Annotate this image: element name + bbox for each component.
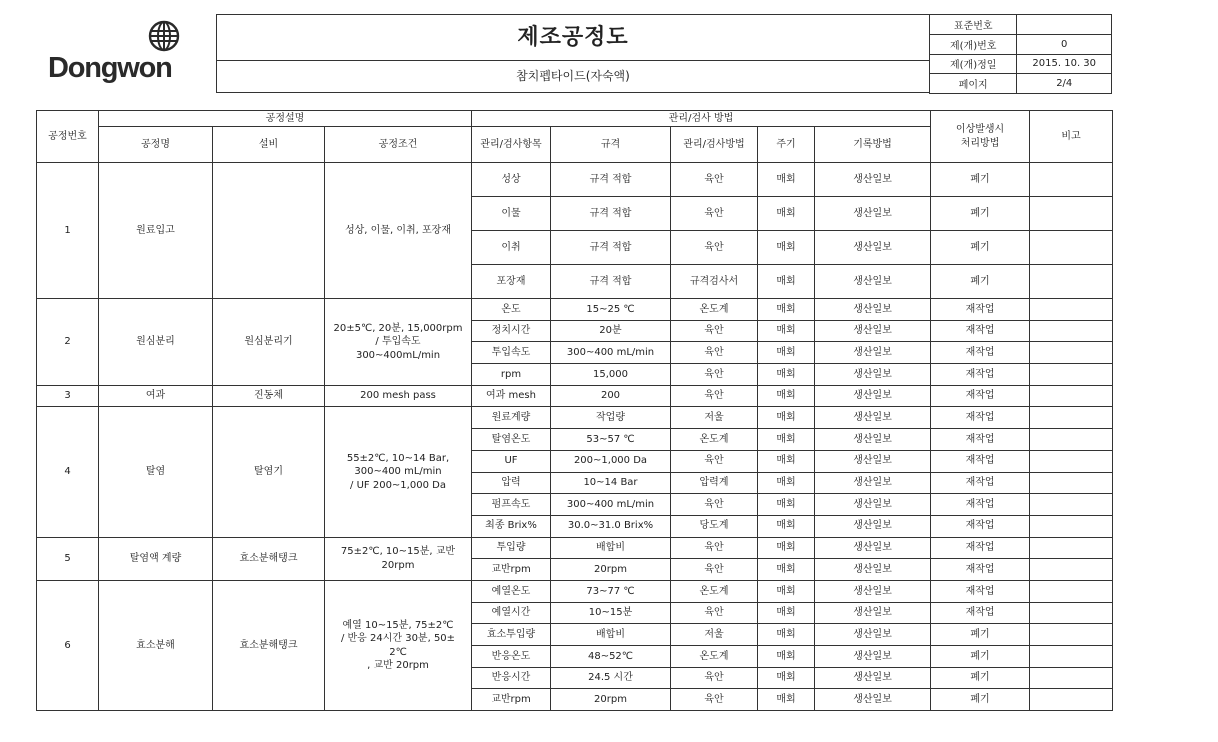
remark [1030,602,1113,624]
record-method: 생산일보 [815,667,931,689]
info-row [930,15,1112,35]
process-equipment: 탈염기 [213,407,325,537]
header-control: 관리/검사 방법 [472,111,931,127]
process-table [36,110,1113,711]
check-cycle: 매회 [758,299,815,321]
info-key: 제(개)번호 [930,34,1017,54]
remark [1030,667,1113,689]
record-method: 생산일보 [815,689,931,711]
process-equipment: 진동체 [213,385,325,407]
document-header [36,14,1112,93]
header-spec: 규격 [551,127,671,163]
check-method: 규격검사서 [671,265,758,299]
info-row [930,34,1112,54]
check-spec: 10~15분 [551,602,671,624]
globe-icon [148,20,180,52]
remark [1030,299,1113,321]
header-remark: 비고 [1030,111,1113,163]
remark [1030,472,1113,494]
check-spec: 10~14 Bar [551,472,671,494]
check-spec: 20rpm [551,559,671,581]
info-key: 제(개)정일 [930,54,1017,74]
check-item: 압력 [472,472,551,494]
process-equipment: 원심분리기 [213,299,325,386]
abnormal-action: 폐기 [931,163,1030,197]
abnormal-action: 재작업 [931,537,1030,559]
remark [1030,197,1113,231]
process-name: 원료입고 [99,163,213,299]
abnormal-action: 재작업 [931,450,1030,472]
remark [1030,342,1113,364]
abnormal-action: 재작업 [931,342,1030,364]
info-value [1017,15,1112,35]
record-method: 생산일보 [815,163,931,197]
check-cycle: 매회 [758,429,815,451]
check-spec: 20분 [551,320,671,342]
header-process-desc: 공정설명 [99,111,472,127]
abnormal-action: 폐기 [931,265,1030,299]
process-name: 원심분리 [99,299,213,386]
check-spec: 규격 적합 [551,163,671,197]
check-spec: 200 [551,385,671,407]
header-abnormal: 이상발생시 처리방법 [931,111,1030,163]
check-method: 육안 [671,559,758,581]
record-method: 생산일보 [815,265,931,299]
check-cycle: 매회 [758,515,815,537]
process-equipment: 효소분해탱크 [213,537,325,580]
record-method: 생산일보 [815,472,931,494]
header-item: 관리/검사항목 [472,127,551,163]
check-spec: 규격 적합 [551,231,671,265]
check-method: 온도계 [671,429,758,451]
check-method: 온도계 [671,299,758,321]
process-no: 4 [37,407,99,537]
process-condition: 예열 10~15분, 75±2℃ / 반응 24시간 30분, 50± 2℃ , 교반 20rpm [325,580,472,710]
check-spec: 48~52℃ [551,646,671,668]
remark [1030,320,1113,342]
check-method: 육안 [671,320,758,342]
check-spec: 규격 적합 [551,265,671,299]
check-spec: 규격 적합 [551,197,671,231]
remark [1030,364,1113,386]
check-item: 온도 [472,299,551,321]
process-no: 2 [37,299,99,386]
check-spec: 24.5 시간 [551,667,671,689]
check-item: 투입량 [472,537,551,559]
table-row [37,537,1113,559]
record-method: 생산일보 [815,231,931,265]
check-item: 탈염온도 [472,429,551,451]
check-method: 당도계 [671,515,758,537]
document-subtitle: 참치펩타이드(자숙액) [516,69,630,83]
record-method: 생산일보 [815,624,931,646]
record-method: 생산일보 [815,364,931,386]
record-method: 생산일보 [815,580,931,602]
abnormal-action: 재작업 [931,429,1030,451]
remark [1030,559,1113,581]
abnormal-action: 재작업 [931,559,1030,581]
abnormal-action: 재작업 [931,320,1030,342]
check-method: 육안 [671,602,758,624]
header-row-1 [37,111,1113,127]
check-method: 압력계 [671,472,758,494]
check-method: 육안 [671,494,758,516]
record-method: 생산일보 [815,515,931,537]
check-spec: 300~400 mL/min [551,342,671,364]
check-method: 육안 [671,231,758,265]
check-cycle: 매회 [758,667,815,689]
abnormal-action: 재작업 [931,580,1030,602]
process-condition: 55±2℃, 10~14 Bar, 300~400 mL/min / UF 200~1,000 Da [325,407,472,537]
check-cycle: 매회 [758,342,815,364]
process-no: 5 [37,537,99,580]
check-spec: 53~57 ℃ [551,429,671,451]
check-item: 예열온도 [472,580,551,602]
record-method: 생산일보 [815,385,931,407]
check-item: 이물 [472,197,551,231]
abnormal-action: 재작업 [931,299,1030,321]
record-method: 생산일보 [815,559,931,581]
remark [1030,450,1113,472]
table-row [37,385,1113,407]
abnormal-action: 폐기 [931,646,1030,668]
document-title: 제조공정도 [217,15,929,61]
header-cycle: 주기 [758,127,815,163]
check-cycle: 매회 [758,364,815,386]
process-no: 1 [37,163,99,299]
check-item: 투입속도 [472,342,551,364]
document-info-table [929,14,1112,94]
record-method: 생산일보 [815,299,931,321]
abnormal-action: 재작업 [931,602,1030,624]
abnormal-action: 폐기 [931,197,1030,231]
check-cycle: 매회 [758,320,815,342]
remark [1030,646,1113,668]
table-row [37,163,1113,197]
record-method: 생산일보 [815,450,931,472]
check-cycle: 매회 [758,385,815,407]
header-no: 공정번호 [37,111,99,163]
abnormal-action: 재작업 [931,364,1030,386]
check-item: 성상 [472,163,551,197]
check-spec: 30.0~31.0 Brix% [551,515,671,537]
header-equipment: 설비 [213,127,325,163]
check-item: rpm [472,364,551,386]
check-cycle: 매회 [758,624,815,646]
remark [1030,537,1113,559]
record-method: 생산일보 [815,429,931,451]
check-item: 반응시간 [472,667,551,689]
remark [1030,407,1113,429]
check-cycle: 매회 [758,197,815,231]
check-method: 육안 [671,364,758,386]
record-method: 생산일보 [815,494,931,516]
remark [1030,624,1113,646]
check-cycle: 매회 [758,450,815,472]
record-method: 생산일보 [815,646,931,668]
brand-name: Dongwon [48,52,172,84]
check-method: 저울 [671,407,758,429]
check-cycle: 매회 [758,163,815,197]
check-spec: 300~400 mL/min [551,494,671,516]
info-row [930,74,1112,94]
process-name: 탈염 [99,407,213,537]
abnormal-action: 재작업 [931,385,1030,407]
check-cycle: 매회 [758,602,815,624]
check-cycle: 매회 [758,265,815,299]
title-box [216,14,929,93]
remark [1030,265,1113,299]
check-spec: 배합비 [551,537,671,559]
check-method: 육안 [671,450,758,472]
check-spec: 배합비 [551,624,671,646]
check-spec: 작업량 [551,407,671,429]
check-item: UF [472,450,551,472]
process-equipment [213,163,325,299]
check-method: 육안 [671,385,758,407]
info-value: 2/4 [1017,74,1112,94]
process-no: 6 [37,580,99,710]
header-method: 관리/검사방법 [671,127,758,163]
check-item: 예열시간 [472,602,551,624]
check-spec: 15,000 [551,364,671,386]
process-no: 3 [37,385,99,407]
remark [1030,689,1113,711]
check-item: 교반rpm [472,689,551,711]
remark [1030,429,1113,451]
record-method: 생산일보 [815,537,931,559]
check-cycle: 매회 [758,472,815,494]
info-value: 0 [1017,34,1112,54]
remark [1030,231,1113,265]
check-item: 교반rpm [472,559,551,581]
check-item: 이취 [472,231,551,265]
check-cycle: 매회 [758,689,815,711]
check-cycle: 매회 [758,559,815,581]
check-spec: 15~25 ℃ [551,299,671,321]
remark [1030,515,1113,537]
record-method: 생산일보 [815,602,931,624]
remark [1030,163,1113,197]
check-method: 육안 [671,163,758,197]
abnormal-action: 재작업 [931,494,1030,516]
process-condition: 성상, 이물, 이취, 포장재 [325,163,472,299]
info-value: 2015. 10. 30 [1017,54,1112,74]
check-item: 포장재 [472,265,551,299]
company-logo [44,14,220,93]
check-spec: 73~77 ℃ [551,580,671,602]
info-key: 표준번호 [930,15,1017,35]
record-method: 생산일보 [815,320,931,342]
abnormal-action: 재작업 [931,407,1030,429]
abnormal-action: 폐기 [931,231,1030,265]
check-method: 온도계 [671,646,758,668]
abnormal-action: 폐기 [931,624,1030,646]
process-name: 여과 [99,385,213,407]
record-method: 생산일보 [815,407,931,429]
abnormal-action: 재작업 [931,515,1030,537]
check-method: 온도계 [671,580,758,602]
header-record: 기록방법 [815,127,931,163]
process-condition: 20±5℃, 20분, 15,000rpm / 투입속도 300~400mL/min [325,299,472,386]
header-name: 공정명 [99,127,213,163]
process-condition: 200 mesh pass [325,385,472,407]
header-condition: 공정조건 [325,127,472,163]
table-row [37,299,1113,321]
check-method: 육안 [671,537,758,559]
check-spec: 200~1,000 Da [551,450,671,472]
check-item: 여과 mesh [472,385,551,407]
abnormal-action: 재작업 [931,472,1030,494]
check-item: 펌프속도 [472,494,551,516]
check-item: 반응온도 [472,646,551,668]
info-key: 페이지 [930,74,1017,94]
check-cycle: 매회 [758,537,815,559]
check-item: 효소투입량 [472,624,551,646]
check-cycle: 매회 [758,580,815,602]
record-method: 생산일보 [815,197,931,231]
table-row [37,580,1113,602]
check-cycle: 매회 [758,646,815,668]
record-method: 생산일보 [815,342,931,364]
table-row [37,407,1113,429]
check-item: 정치시간 [472,320,551,342]
process-name: 효소분해 [99,580,213,710]
check-method: 육안 [671,342,758,364]
remark [1030,385,1113,407]
check-method: 육안 [671,689,758,711]
check-spec: 20rpm [551,689,671,711]
remark [1030,580,1113,602]
info-row [930,54,1112,74]
process-condition: 75±2℃, 10~15분, 교반 20rpm [325,537,472,580]
check-item: 원료계량 [472,407,551,429]
remark [1030,494,1113,516]
abnormal-action: 폐기 [931,689,1030,711]
abnormal-action: 폐기 [931,667,1030,689]
process-name: 탈염액 계량 [99,537,213,580]
check-method: 저울 [671,624,758,646]
check-cycle: 매회 [758,494,815,516]
check-cycle: 매회 [758,231,815,265]
check-item: 최종 Brix% [472,515,551,537]
process-equipment: 효소분해탱크 [213,580,325,710]
check-cycle: 매회 [758,407,815,429]
check-method: 육안 [671,197,758,231]
check-method: 육안 [671,667,758,689]
